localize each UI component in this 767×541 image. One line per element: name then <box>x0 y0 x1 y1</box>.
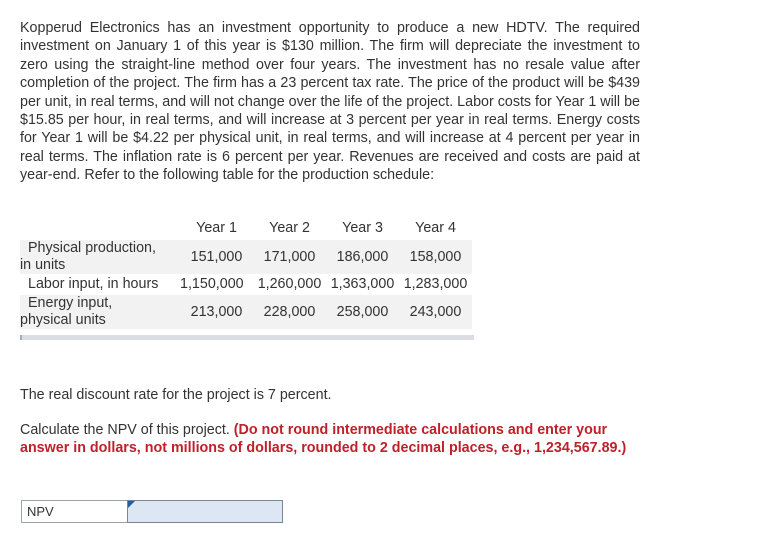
table-cell: 158,000 <box>399 240 472 274</box>
npv-input[interactable] <box>127 500 283 523</box>
table-cell: 171,000 <box>253 240 326 274</box>
table-row-physical-production <box>20 240 472 274</box>
row-label-labor-input: Labor input, in hours <box>28 276 159 292</box>
table-header-year-3: Year 3 <box>342 220 383 236</box>
row-label-physical-production <box>20 240 180 274</box>
npv-input-wrapper <box>127 500 283 523</box>
table-cell: 228,000 <box>253 295 326 329</box>
table-cell: 151,000 <box>180 240 253 274</box>
table-header-row <box>20 218 472 240</box>
problem-statement: Kopperud Electronics has an investment opportunity to produce a new HDTV. The required investment on January 1 of this year is $130 million. The firm will depreciate the investment to zero using the straight-line method over four years. The investment has no resale value after completion of the project. The firm has a 23 percent tax rate. The price of the product will be $439 per unit, in real terms, and will not change over the life of the project. Labor costs for Year 1 will be $15.85 per hour, in real terms, and will increase at 3 percent per year in real terms. Energy costs for Year 1 will be $4.22 per physical unit, in real terms, and will increase at 4 percent per year in real terms. The inflation rate is 6 percent per year. Revenues are received and costs are paid at year-end. Refer to the following table for the production schedule: <box>20 20 640 184</box>
row-label-energy-input <box>20 295 180 329</box>
discount-rate-text: The real discount rate for the project is 7 percent. <box>20 387 332 403</box>
table-cell: 186,000 <box>326 240 399 274</box>
table-header-blank <box>20 218 180 240</box>
table-cell: 1,150,000 <box>180 276 244 292</box>
question-main: Calculate the NPV of this project. <box>20 422 234 438</box>
table-row-labor-input <box>20 274 472 295</box>
table-cell: 1,363,000 <box>330 276 395 292</box>
table-horizontal-scrollbar[interactable] <box>20 335 474 340</box>
npv-label: NPV <box>21 500 127 523</box>
table-cell: 258,000 <box>326 295 399 329</box>
table-row-energy-input <box>20 295 472 329</box>
production-schedule-table <box>20 218 472 329</box>
row-label-line-1: Energy input, <box>28 295 113 311</box>
table-header-year-1: Year 1 <box>196 220 237 236</box>
input-corner-marker-icon <box>128 501 135 508</box>
table-header-year-4: Year 4 <box>415 220 456 236</box>
table-header-year-2: Year 2 <box>269 220 310 236</box>
row-label-line-2: physical units <box>20 312 106 328</box>
table-cell: 1,260,000 <box>257 276 322 292</box>
table-cell: 213,000 <box>180 295 253 329</box>
question-text <box>20 421 640 458</box>
table-cell: 1,283,000 <box>403 276 468 292</box>
row-label-line-1: Physical production, <box>28 240 156 256</box>
table-cell: 243,000 <box>399 295 472 329</box>
answer-row <box>21 500 283 523</box>
question-instruction: (Do not round intermediate calculations and enter your answer in dollars, not millions of dollars, rounded to 2 decimal places, e.g., 1,234,567.89.) <box>20 422 627 457</box>
row-label-line-2: in units <box>20 257 66 273</box>
